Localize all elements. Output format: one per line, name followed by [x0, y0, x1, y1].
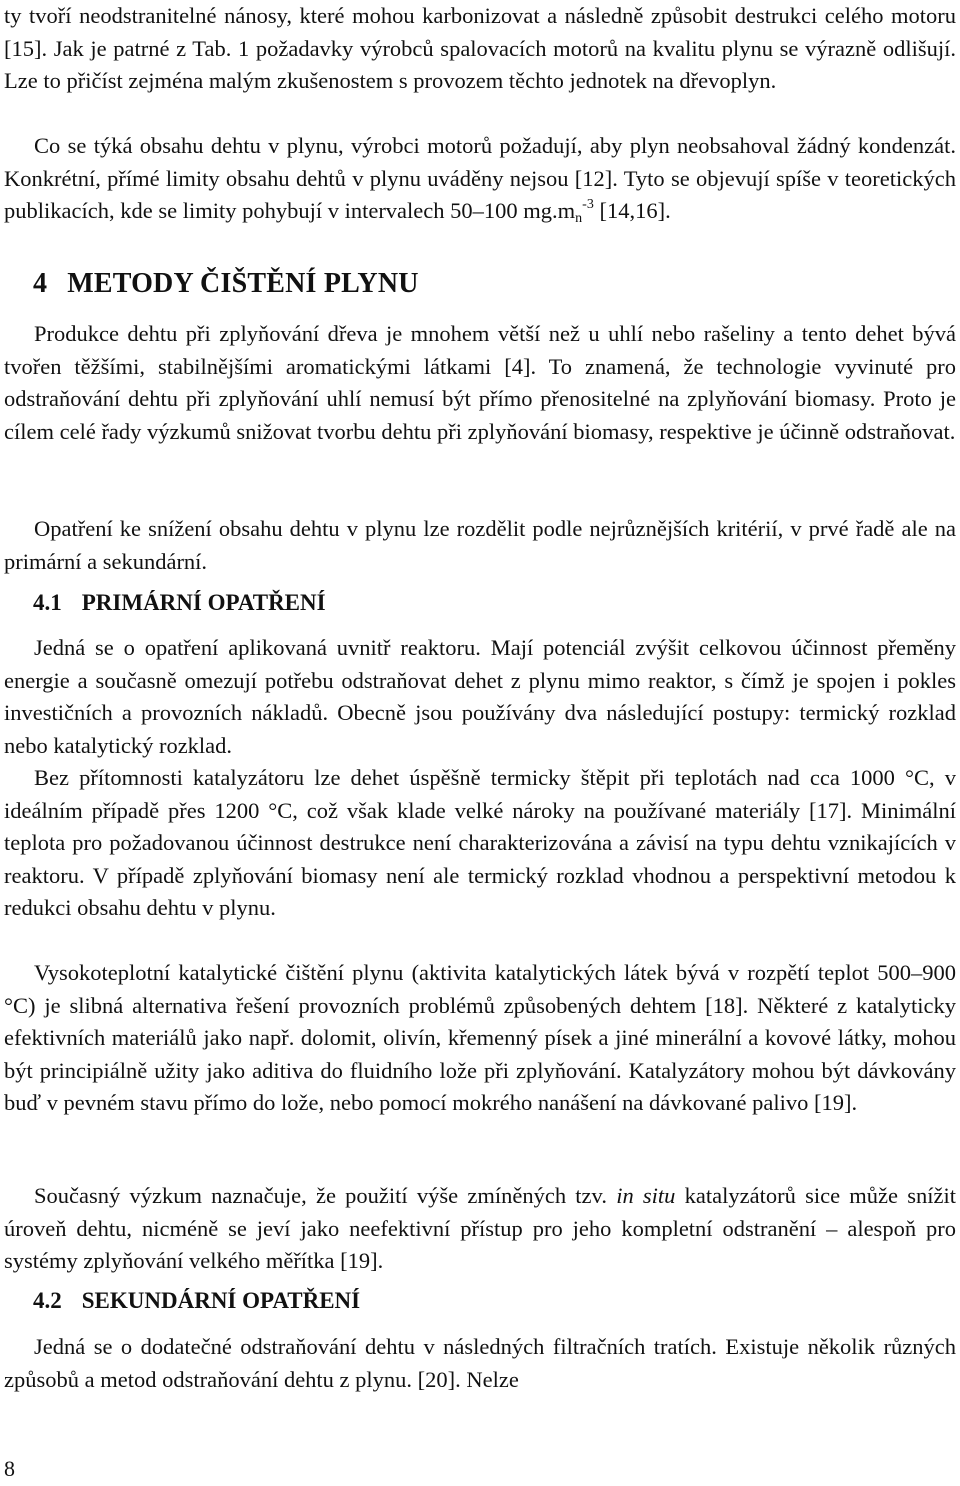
italic-term: in situ	[616, 1183, 676, 1208]
paragraph-text: Co se týká obsahu dehtu v plynu, výrobci motorů požadují, aby plyn neobsahoval žádný kondenzát. Konkrétní, přímé limity obsahu dehtů v plynu uváděny nejsou [12]. Tyto se objevují spíše v teoretických publikacích, kde se limity pohybují v intervalech 50–100 mg.m	[4, 133, 956, 224]
paragraph-measures-division	[4, 513, 956, 578]
paragraph-text: Jedná se o opatření aplikovaná uvnitř reaktoru. Mají potenciál zvýšit celkovou účinnost přeměny energie a současně omezují potřebu odstraňovat dehet z plynu mimo reaktor, s čímž je spojen i pokles investičních a provozních nákladů. Obecně jsou používány dva následující postupy: termický rozklad nebo katalytický rozklad.	[4, 635, 956, 758]
page-number: 8	[4, 1456, 15, 1481]
paragraph-tar-production	[4, 318, 956, 448]
citation: [14,16].	[593, 198, 671, 224]
paragraph-thermal-cracking	[4, 762, 956, 925]
section-title: SEKUNDÁRNÍ OPATŘENÍ	[81, 1288, 361, 1313]
paragraph-text: Jedná se o dodatečné odstraňování dehtu v následných filtračních tratích. Existuje několik různých způsobů a metod odstraňování dehtu z plynu. [20]. Nelze	[4, 1334, 956, 1392]
section-number: 4	[33, 268, 48, 299]
paragraph-in-situ	[4, 1180, 956, 1278]
paragraph-primary-measures	[4, 632, 956, 762]
paragraph-catalytic-cleaning	[4, 957, 956, 1120]
section-title: METODY ČIŠTĚNÍ PLYNU	[67, 268, 419, 299]
paragraph-text: Bez přítomnosti katalyzátoru lze dehet úspěšně termicky štěpit při teplotách nad cca 1000 °C, v ideálním případě přes 1200 °C, což však klade velké nároky na používané materiály [17]. Minimální teplota pro požadovanou účinnost destrukce není charakterizována a závisí na typu dehtu vznikajících v reaktoru. V případě zplyňování biomasy není ale termický rozklad vhodnou a perspektivní metodou k redukci obsahu dehtu v plynu.	[4, 765, 956, 921]
section-heading-4-2	[33, 1288, 360, 1314]
section-heading-4-1	[33, 590, 326, 616]
section-heading-4	[33, 268, 419, 300]
paragraph-secondary-measures	[4, 1331, 956, 1396]
paragraph-text: Vysokoteplotní katalytické čištění plynu (aktivita katalytických látek bývá v rozpětí teplot 500–900 °C) je slibná alternativa řešení provozních problémů způsobených dehtem [18]. Některé z katalyticky efektivních materiálů jako např. dolomit, olivín, křemenný písek a jiné minerální a kovové látky, mohou být principiálně užity jako aditiva do fluidního lože při zplyňování. Katalyzátory mohou být dávkovány buď v pevném stavu přímo do lože, nebo pomocí mokrého nanášení na dávkované palivo [19].	[4, 960, 956, 1116]
paragraph-text: Opatření ke snížení obsahu dehtu v plynu lze rozdělit podle nejrůznějších kritérií, v prvé řadě ale na primární a sekundární.	[4, 516, 956, 574]
paragraph-text: katalyzátorů sice může snížit úroveň dehtu, nicméně se jeví jako neefektivní přístup pro jeho kompletní odstranění – alespoň pro systémy zplyňování velkého měřítka [19].	[4, 1183, 956, 1274]
paragraph-tar-limits	[4, 130, 956, 228]
unit-subscript: n	[575, 211, 583, 227]
paragraph-text: ty tvoří neodstranitelné nánosy, které mohou karbonizovat a následně způsobit destrukci celého motoru [15]. Jak je patrné z Tab. 1 požadavky výrobců spalovacích motorů na kvalitu plynu se výrazně odlišují. Lze to přičíst zejména malým zkušenostem s provozem těchto jednotek na dřevoplyn.	[4, 3, 956, 94]
paragraph-text: Produkce dehtu při zplyňování dřeva je mnohem větší než u uhlí nebo rašeliny a tento dehet bývá tvořen těžšími, stabilnějšími aromatickými látkami [4]. To znamená, že technologie vyvinuté pro odstraňování dehtu při zplyňování uhlí nemusí být přímo přenositelné na zplyňování biomasy. Proto je cílem celé řady výzkumů snižovat tvorbu dehtu při zplyňování biomasy, respektive je účinně odstraňovat.	[4, 321, 956, 444]
paragraph-text: Současný výzkum naznačuje, že použití výše zmíněných tzv.	[34, 1183, 617, 1208]
section-title: PRIMÁRNÍ OPATŘENÍ	[81, 590, 326, 615]
unit-superscript: -3	[582, 197, 594, 213]
section-number: 4.1	[33, 590, 62, 615]
section-number: 4.2	[33, 1288, 62, 1313]
paragraph-engine-deposits	[4, 0, 956, 98]
